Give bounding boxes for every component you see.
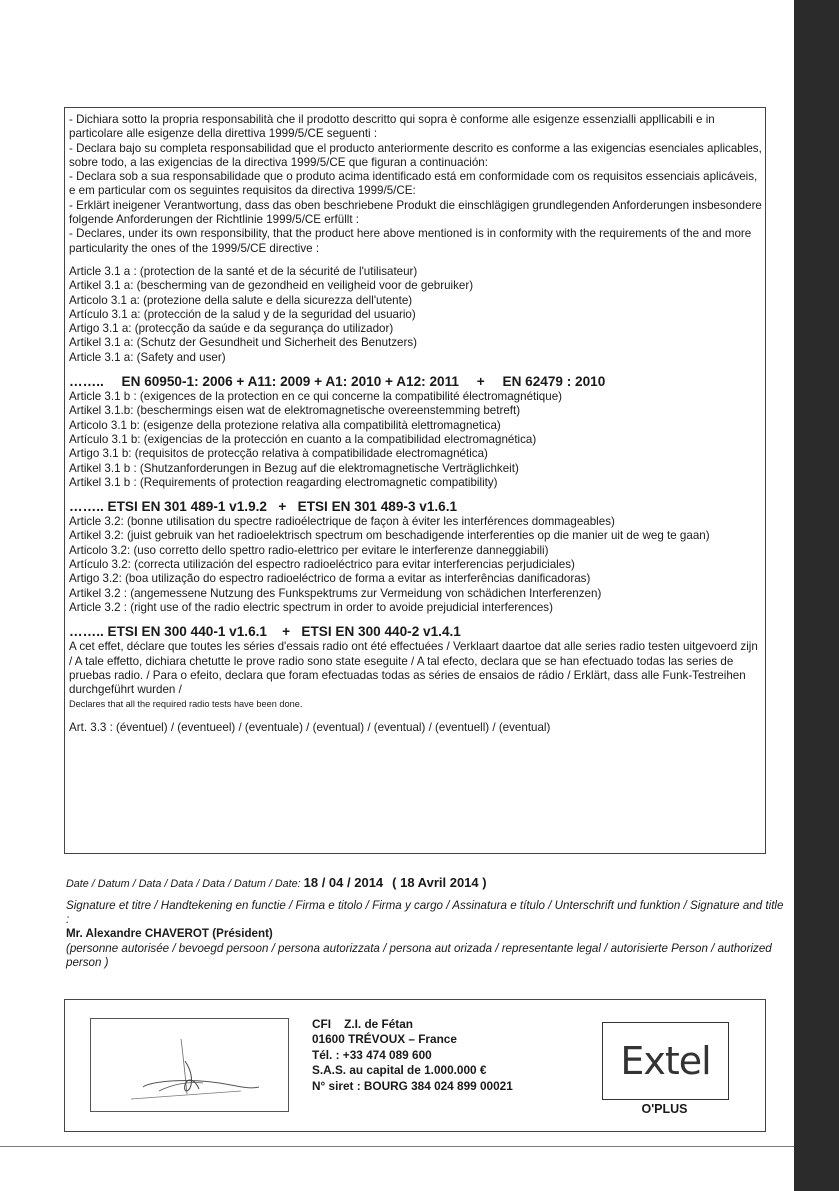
company-zone: Z.I. de Fétan	[344, 1017, 413, 1031]
signature-title-labels: Signature et titre / Handtekening en functie / Firma e titolo / Firma y cargo / Assinatura e título / Unterschrift und funktion / Signature and title :	[66, 899, 784, 927]
declaration-box	[64, 107, 766, 854]
std-primary: ETSI EN 300 440-1 v1.6.1	[107, 624, 267, 640]
article-line: Artikel 3.2 : (angemessene Nutzung des Funkspektrums zur Vermeidung von schädichen Interferenzen)	[69, 586, 602, 600]
standards-31a	[69, 374, 762, 390]
company-phone: Tél. : +33 474 089 600	[312, 1047, 432, 1062]
tests-text-english: Declares that all the required radio tests have been done.	[69, 699, 303, 710]
article-line: Artikel 3.2: (juist gebruik van het radioelektrisch spectrum om beschadigende interferenties op die manier uit de weg te gaan)	[69, 529, 710, 543]
std-lead: ……..	[69, 499, 104, 515]
std-lead: ……..	[69, 624, 104, 640]
article-32-list	[69, 515, 762, 615]
intro-portuguese: - Declara sob a sua responsabilidade que o produto acima identificado está em conformidade com os requisitos essenciais aplicáveis, e em particular com os seguintes requisitos da directiva 1999/5/CE:	[69, 170, 758, 198]
article-line: Artículo 3.1 a: (protección de la salud y de la seguridad del usuario)	[69, 307, 416, 321]
std-plus: +	[476, 374, 485, 390]
article-line: Articolo 3.1 b: (esigenze della protezione relativa alla compatibilità elettromagnetica)	[69, 418, 501, 432]
article-line: Article 3.1 a: (Safety and user)	[69, 350, 226, 364]
logo-caption: O'PLUS	[641, 1102, 688, 1116]
signatory-name: Mr. Alexandre CHAVEROT (Président)	[66, 927, 273, 941]
bottom-divider	[0, 1146, 794, 1147]
std-primary: ETSI EN 301 489-1 v1.9.2	[107, 499, 267, 515]
company-siret: N° siret : BOURG 384 024 899 00021	[312, 1078, 513, 1093]
date-value-french: ( 18 Avril 2014 )	[392, 875, 487, 890]
intro-german: - Erklärt ineigener Verantwortung, dass das oben beschriebene Produkt die einschlägigen grundlegenden Anforderungen insbesondere folgende Anforderungen der Richtlinie 1999/5/CE erfüllt :	[69, 198, 762, 227]
std-secondary: ETSI EN 300 440-2 v1.4.1	[301, 624, 461, 640]
std-secondary: ETSI EN 301 489-3 v1.6.1	[297, 499, 458, 515]
footer-box	[64, 999, 766, 1132]
article-line: Articolo 3.1 a: (protezione della salute e della sicurezza dell'utente)	[69, 293, 413, 307]
article-line: Artigo 3.1 b: (requisitos de protecção relativa à compatibilidade electromagnética)	[69, 447, 488, 461]
logo-wordmark: Extel	[620, 1039, 711, 1083]
date-labels: Date / Datum / Data / Data / Data / Datum / Date:	[66, 878, 304, 890]
date-value: 18 / 04 / 2014	[303, 875, 384, 890]
intro-english: - Declares, under its own responsibility, that the product here above mentioned is in conformity with the requirements of the and more particularity the ones of the 1999/5/CE directive :	[69, 227, 752, 255]
std-primary: EN 60950-1: 2006 + A11: 2009 + A1: 2010 + A12: 2011	[121, 374, 459, 390]
article-line: Artículo 3.2: (correcta utilización del espectro radioeléctrico para evitar interferencias perjudiciales)	[69, 558, 575, 572]
company-name: CFI	[312, 1017, 332, 1031]
std-secondary: EN 62479 : 2010	[502, 374, 606, 390]
std-plus: +	[278, 499, 287, 515]
intro-statements	[69, 113, 762, 256]
standards-31b	[69, 499, 762, 515]
article-line: Articolo 3.2: (uso corretto dello spettro radio-elettrico per evitare le interferenze danneggiabili)	[69, 543, 549, 557]
std-lead: ……..	[69, 374, 104, 390]
company-city: 01600 TRÉVOUX – France	[312, 1032, 457, 1047]
article-line: Artikel 3.1 b : (Requirements of protection reagarding electromagnetic compatibility)	[69, 475, 498, 489]
extel-logo	[602, 1022, 729, 1100]
page-edge-bar	[794, 0, 839, 1191]
article-33: Art. 3.3 : (éventuel) / (eventueel) / (eventuale) / (eventual) / (eventual) / (eventuell) / (eventual)	[69, 720, 551, 734]
tests-text: A cet effet, déclare que toutes les séries d'essais radio ont été effectuées / Verklaart daartoe dat alle series radio testen uitgevoerd zijn / A tale effetto, dichiara chetutte le prove radio sono state eseguite / A tal efecto, declara que se han efectuado todas las series de pruebas radio. / Para o efeito, declara que foram efectuadas todas as séries de ensaios de rádio / Erklärt, dass alle Funk-Testreihen durchgeführt wurden /	[69, 640, 758, 697]
article-line: Artikel 3.1.b: (beschermings eisen wat de elektromagnetische overeenstemming betreft)	[69, 404, 521, 418]
intro-spanish: - Declara bajo su completa responsabilidad que el producto anteriormente descrito es conforme a las exigencias esenciales aplicables, sobre todo, a las exigencias de la directiva 1999/5/CE que figuran a continuación:	[69, 141, 762, 169]
std-plus: +	[282, 624, 291, 640]
article-line: Artikel 3.1 b : (Shutzanforderungen in Bezug auf die elektromagnetische Verträglichkeit)	[69, 461, 519, 475]
company-line-1	[312, 1017, 513, 1032]
article-line: Artikel 3.1 a: (Schutz der Gesundheit und Sicherheit des Benutzers)	[69, 336, 417, 350]
handwritten-signature	[91, 1019, 288, 1111]
article-line: Artikel 3.1 a: (bescherming van de gezondheid en veiligheid voor de gebruiker)	[69, 279, 474, 293]
radio-tests-statement	[69, 640, 762, 711]
article-line: Artigo 3.2: (boa utilização do espectro radioeléctrico de forma a evitar as interferências danificadoras)	[69, 572, 591, 586]
article-31a-list	[69, 265, 762, 365]
intro-italian: - Dichiara sotto la propria responsabilità che il prodotto descritto qui sopra è conforme alle esigenze essenzialli appllicabili e in particolare alle esigenze della direttiva 1999/5/CE seguenti :	[69, 113, 715, 141]
article-31b-list	[69, 390, 762, 490]
article-line: Artículo 3.1 b: (exigencias de la protección en cuanto a la compatibilidad electromagnética)	[69, 432, 537, 446]
signature-block	[66, 899, 786, 970]
date-line	[66, 875, 487, 890]
company-capital: S.A.S. au capital de 1.000.000 €	[312, 1063, 487, 1078]
article-line: Article 3.1 b : (exigences de la protection en ce qui concerne la compatibilité électromagnétique)	[69, 390, 563, 404]
article-line: Artigo 3.1 a: (protecção da saúde e da segurança do utilizador)	[69, 322, 394, 336]
company-address	[312, 1017, 513, 1094]
authorized-person-labels: (personne autorisée / bevoegd persoon / persona autorizzata / persona aut orizada / representante legal / autorisierte Person / authorized person )	[66, 941, 772, 969]
standards-32	[69, 624, 762, 640]
article-line: Article 3.1 a : (protection de la santé et de la sécurité de l'utilisateur)	[69, 264, 418, 278]
signature-frame	[90, 1018, 289, 1112]
article-line: Article 3.2: (bonne utilisation du spectre radioélectrique de façon à éviter les interférences dommageables)	[69, 515, 615, 529]
article-line: Article 3.2 : (right use of the radio electric spectrum in order to avoide prejudicial interferences)	[69, 600, 553, 614]
